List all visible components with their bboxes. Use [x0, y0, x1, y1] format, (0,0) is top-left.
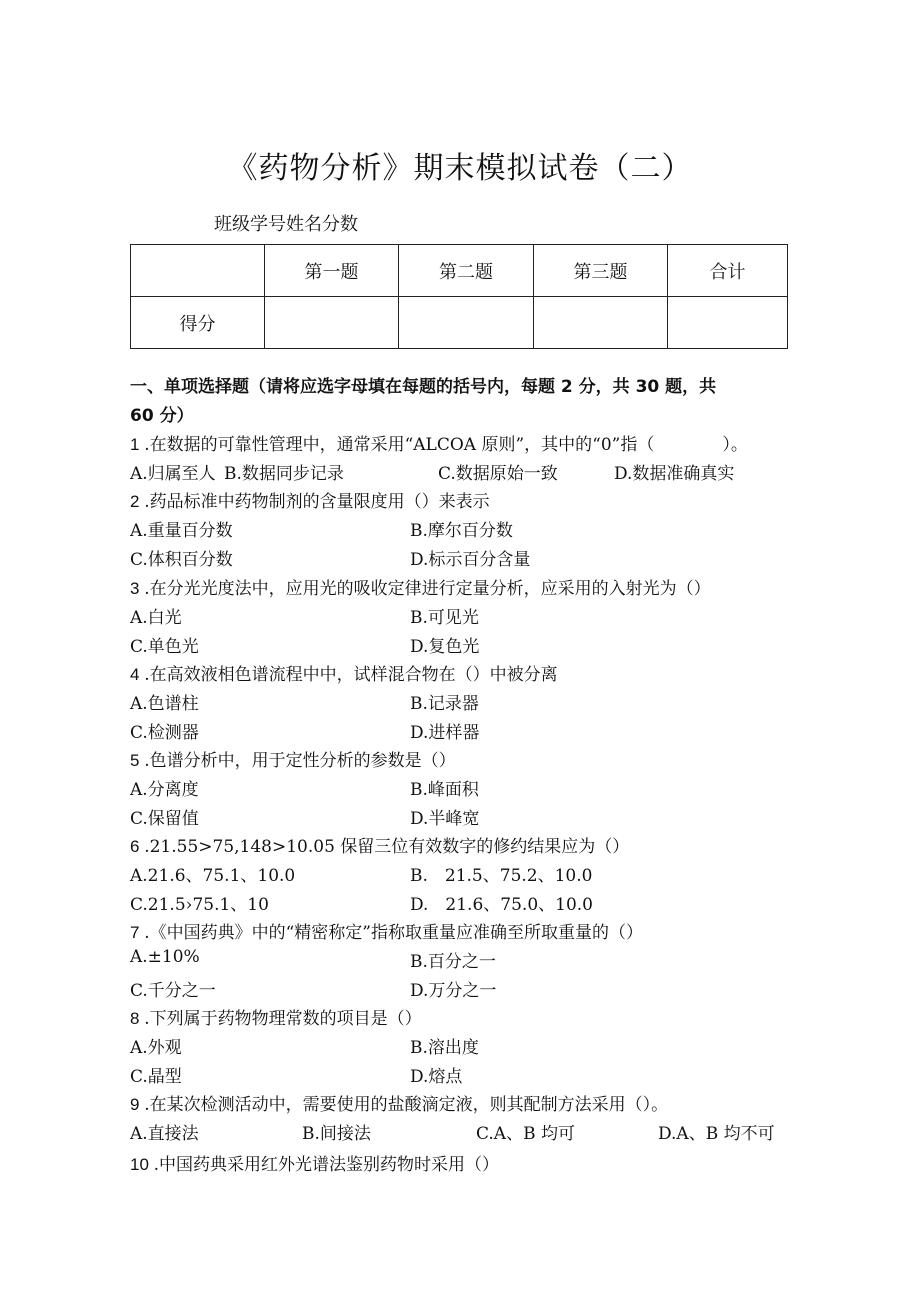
question-2: [130, 487, 490, 512]
option-2-c[interactable]: C.体积百分数: [130, 550, 233, 570]
question-1: [130, 430, 748, 455]
section-heading-line2: 60 分）: [130, 406, 194, 426]
option-6-b[interactable]: B. 21.5、75.2、10.0: [410, 866, 593, 886]
question-text: .下列属于药物物理常数的项目是（）: [144, 1009, 422, 1029]
option-2-d[interactable]: D.标示百分含量: [410, 550, 531, 570]
question-text: .21.55>75,148>10.05 保留三位有效数字的修约结果应为（）: [144, 837, 630, 857]
option-1-d[interactable]: D.数据准确真实: [614, 464, 735, 484]
option-7-c[interactable]: C.千分之一: [130, 981, 216, 1001]
option-4-d[interactable]: D.进样器: [410, 723, 480, 743]
score-table: [130, 244, 788, 349]
question-number: 6: [130, 837, 145, 856]
option-8-b[interactable]: B.溶出度: [410, 1038, 479, 1058]
option-2-a[interactable]: A.重量百分数: [130, 521, 233, 541]
question-4: [130, 660, 558, 685]
option-7-d[interactable]: D.万分之一: [410, 981, 497, 1001]
option-5-c[interactable]: C.保留值: [130, 809, 199, 829]
question-number: 4: [130, 665, 145, 684]
option-3-a[interactable]: A.白光: [130, 608, 182, 628]
question-10: [130, 1150, 499, 1175]
question-text: .在某次检测活动中，需要使用的盐酸滴定液，则其配制方法采用（）。: [144, 1095, 669, 1115]
question-number: 2: [130, 492, 145, 511]
question-text: .药品标准中药物制剂的含量限度用（）来表示: [144, 492, 490, 512]
question-number: 1: [130, 435, 145, 454]
score-cell-q1[interactable]: [265, 297, 399, 349]
option-2-b[interactable]: B.摩尔百分数: [410, 521, 513, 541]
option-9-c[interactable]: C.A、B 均可: [476, 1124, 575, 1144]
question-7: [130, 918, 643, 943]
score-cell-q3[interactable]: [534, 297, 668, 349]
option-7-b[interactable]: B.百分之一: [410, 952, 496, 972]
score-cell-total[interactable]: [668, 297, 788, 349]
question-text: .中国药典采用红外光谱法鉴别药物时采用（）: [153, 1155, 500, 1175]
question-text: .色谱分析中，用于定性分析的参数是（）: [144, 751, 456, 771]
score-table-header-q2: 第二题: [399, 245, 534, 297]
option-3-c[interactable]: C.单色光: [130, 637, 199, 657]
question-9: [130, 1090, 668, 1115]
score-table-header-q3: 第三题: [534, 245, 668, 297]
question-text: .在分光光度法中，应用光的吸收定律进行定量分析，应采用的入射光为（）: [144, 579, 711, 599]
option-5-b[interactable]: B.峰面积: [410, 780, 479, 800]
score-table-corner-cell: [131, 245, 265, 297]
option-4-b[interactable]: B.记录器: [410, 694, 479, 714]
option-4-c[interactable]: C.检测器: [130, 723, 199, 743]
option-9-d[interactable]: D.A、B 均不可: [658, 1124, 775, 1144]
question-8: [130, 1004, 422, 1029]
option-9-a[interactable]: A.直接法: [130, 1124, 199, 1144]
option-1-a[interactable]: A.归属至人: [130, 464, 216, 484]
question-text: .在高效液相色谱流程中中，试样混合物在（）中被分离: [144, 665, 558, 685]
question-3: [130, 574, 711, 599]
option-6-d[interactable]: D. 21.6、75.0、10.0: [410, 895, 593, 915]
question-number: 5: [130, 751, 145, 770]
question-number: 7: [130, 923, 145, 942]
option-7-a[interactable]: A.±10%: [130, 947, 200, 967]
section-heading-line1: 一、单项选择题（请将应选字母填在每题的括号内，每题 2 分，共 30 题，共: [130, 377, 717, 397]
question-number: 3: [130, 579, 145, 598]
question-number: 8: [130, 1009, 145, 1028]
student-info-line: 班级学号姓名分数: [214, 214, 358, 235]
question-text: .在数据的可靠性管理中，通常采用“ALCOA 原则”，其中的“0”指（ ）。: [144, 435, 748, 455]
score-table-row-label: 得分: [131, 297, 265, 349]
option-6-a[interactable]: A.21.6、75.1、10.0: [130, 866, 296, 886]
option-8-c[interactable]: C.晶型: [130, 1067, 182, 1087]
score-cell-q2[interactable]: [399, 297, 534, 349]
question-number: 9: [130, 1095, 145, 1114]
question-6: [130, 832, 629, 857]
option-3-d[interactable]: D.复色光: [410, 637, 480, 657]
score-table-header-total: 合计: [668, 245, 788, 297]
question-number: 10: [130, 1155, 154, 1174]
option-8-d[interactable]: D.熔点: [410, 1067, 463, 1087]
option-1-b[interactable]: B.数据同步记录: [224, 464, 344, 484]
page-title: 《药物分析》期末模拟试卷（二）: [227, 151, 693, 186]
question-text: .《中国药典》中的“精密称定”指称取重量应准确至所取重量的（）: [144, 923, 643, 943]
option-9-b[interactable]: B.间接法: [302, 1124, 371, 1144]
option-5-a[interactable]: A.分离度: [130, 780, 199, 800]
score-table-header-row: [131, 245, 788, 297]
option-3-b[interactable]: B.可见光: [410, 608, 479, 628]
question-5: [130, 746, 456, 771]
score-table-header-q1: 第一题: [265, 245, 399, 297]
option-8-a[interactable]: A.外观: [130, 1038, 182, 1058]
option-4-a[interactable]: A.色谱柱: [130, 694, 199, 714]
option-5-d[interactable]: D.半峰宽: [410, 809, 480, 829]
score-table-score-row: [131, 297, 788, 349]
option-1-c[interactable]: C.数据原始一致: [438, 464, 558, 484]
option-6-c[interactable]: C.21.5›75.1、10: [130, 895, 269, 915]
